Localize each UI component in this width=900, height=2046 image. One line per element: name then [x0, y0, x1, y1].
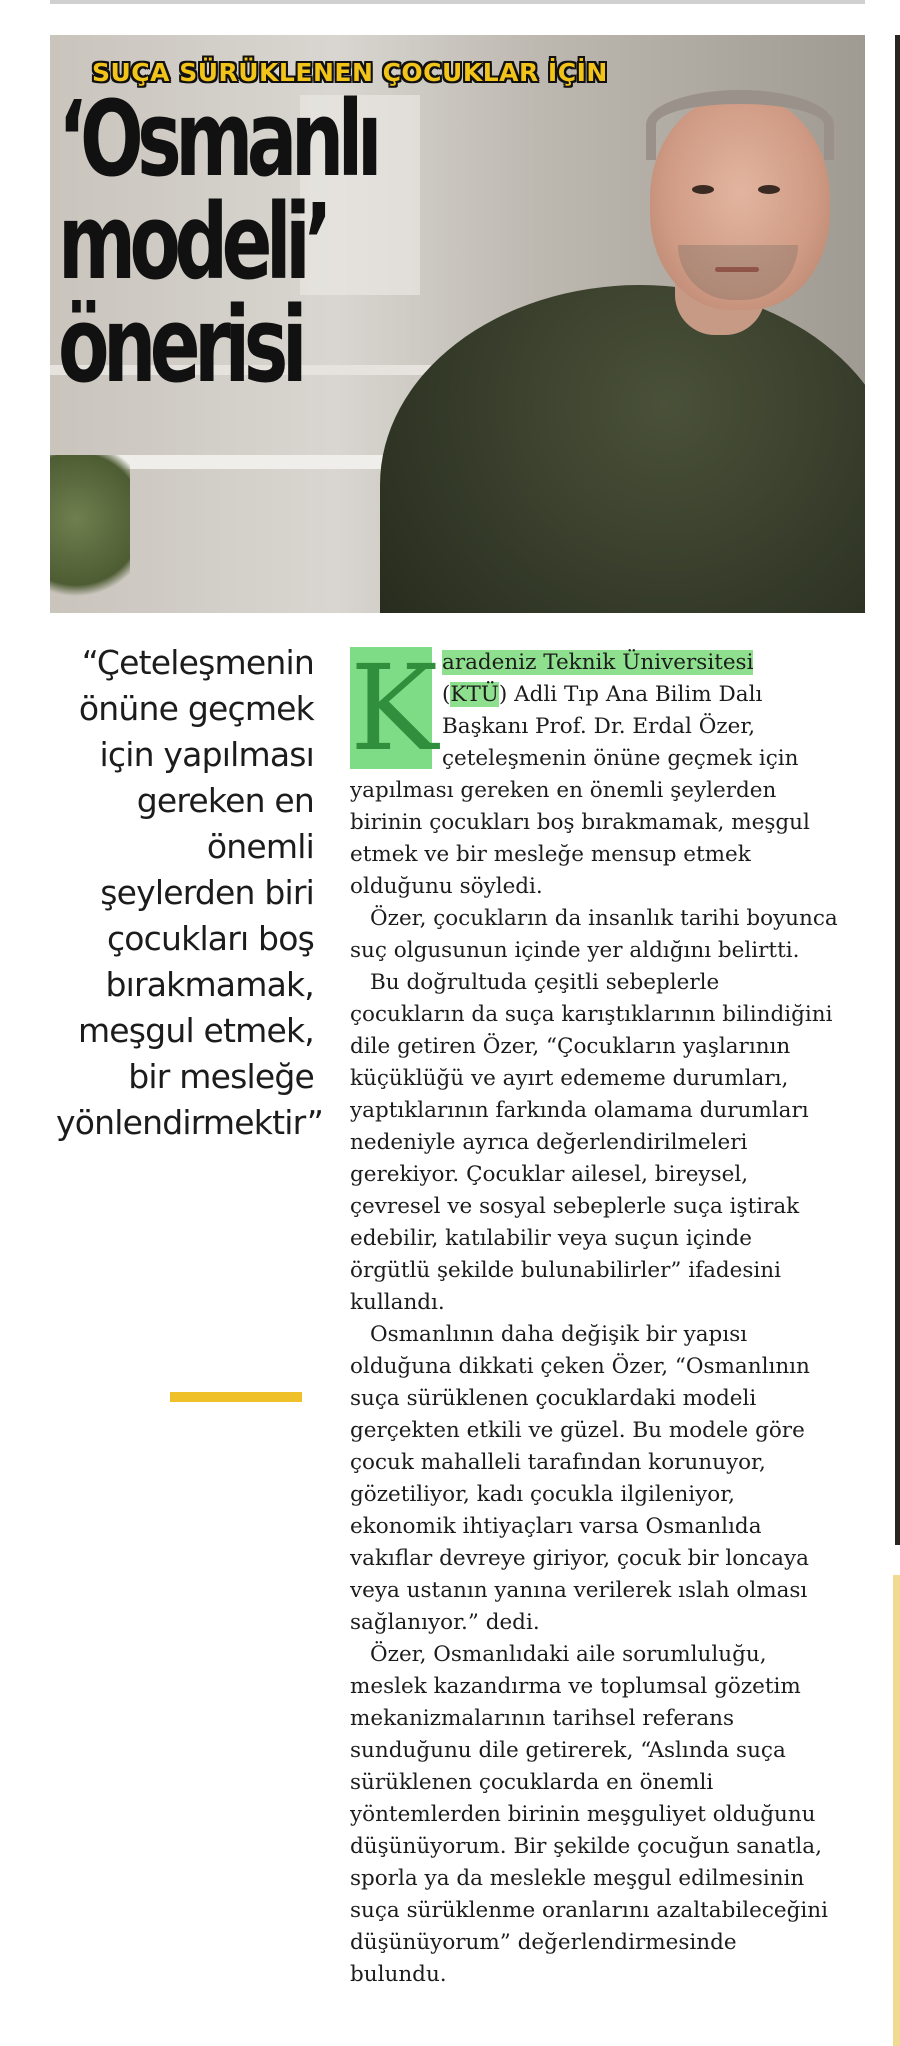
photo-plant [50, 455, 130, 613]
person-torso [380, 285, 865, 613]
pull-quote-underline [170, 1392, 302, 1402]
article-lead-paragraph: aradeniz Teknik Üniversitesi (KTÜ) Adli Tıp Ana Bilim Dalı Başkanı Prof. Dr. Erdal Özer, çeteleşmenin önüne geçmek için yapılması gereken en önemli şeylerden birinin çocukları boş bırakmamak, meşgul etmek ve bir mesleğe mensup etmek olduğunu söyledi. [350, 650, 810, 899]
article-paragraph: Osmanlının daha değişik bir yapısı olduğuna dikkati çeken Özer, “Osmanlının suça sürüklenen çocuklardaki modeli gerçekten etkili ve güzel. Bu modele göre çocuk mahalleli tarafından korunuyor, gözetiliyor, kadı çocukla ilgileniyor, ekonomik ihtiyaçları varsa Osmanlıda vakıflar devreye giriyor, çocuk bir loncaya veya ustanın yanına verilerek ıslah olması sağlanıyor.” dedi. [350, 1322, 810, 1635]
headline-line-1: ‘Osmanlı [58, 78, 377, 200]
adjacent-page-edge-yellow [893, 1575, 900, 2046]
person-hair [646, 90, 834, 160]
person-eye-right [758, 185, 780, 194]
headline-kicker: SUÇA SÜRÜKLENEN ÇOCUKLAR İÇİN [92, 58, 608, 87]
person-mouth [715, 267, 759, 272]
drop-cap: K [350, 639, 439, 777]
highlight-university-name: aradeniz Teknik Üniversitesi [442, 650, 754, 675]
article-body [350, 639, 838, 1991]
article-paragraph: Bu doğrultuda çeşitli sebeplerle çocukların da suça karıştıklarının bilindiğini dile getiren Özer, “Çocukların yaşlarının küçüklüğü ve ayırt edememe durumları, yaptıklarının farkında olamama durumları nedeniyle ayrıca değerlendirilmeleri gerekiyor. Çocuklar ailesel, bireysel, çevresel ve sosyal sebeplerle suça iştirak edebilir, katılabilir veya suçun içinde örgütlü şekilde bulunabilirler” ifadesini kullandı. [350, 970, 833, 1315]
headline-line-3: önerisi [58, 284, 302, 406]
adjacent-page-edge [895, 35, 900, 1545]
article-paragraph: Özer, Osmanlıdaki aile sorumluluğu, meslek kazandırma ve toplumsal gözetim mekanizmalarının tarihsel referans sunduğunu dile getirerek, “Aslında suça sürüklenen çocuklarda en önemli yöntemlerden birinin meşguliyet olduğunu düşünüyorum. Bir şekilde çocuğun sanatla, sporla ya da meslekle meşgul edilmesinin suça sürüklenme oranlarını azaltabileceğini düşünüyorum” değerlendirmesinde bulundu. [350, 1642, 828, 1987]
lead-text: ) Adli Tıp Ana Bilim Dalı Başkanı Prof. Dr. Erdal Özer, çeteleşmenin önüne geçmek için yapılması gereken en önemli şeylerden birinin çocukları boş bırakmamak, meşgul etmek ve bir mesleğe mensup etmek olduğunu söyledi. [350, 682, 810, 899]
headline-line-2: modeli’ [58, 181, 327, 303]
highlight-abbreviation: KTÜ [450, 682, 499, 707]
top-rule [50, 0, 865, 4]
headline [58, 78, 432, 406]
pull-quote: “Çeteleşmenin önüne geçmek için yapılması gereken en önemli şeylerden biri çocukları boş bırakmamak, meşgul etmek, bir mesleğe yönlendirmektir” [56, 643, 324, 1142]
person-eye-left [692, 185, 714, 194]
article-paragraph: Özer, çocukların da insanlık tarihi boyunca suç olgusunun içinde yer aldığını belirtti. [350, 906, 838, 963]
